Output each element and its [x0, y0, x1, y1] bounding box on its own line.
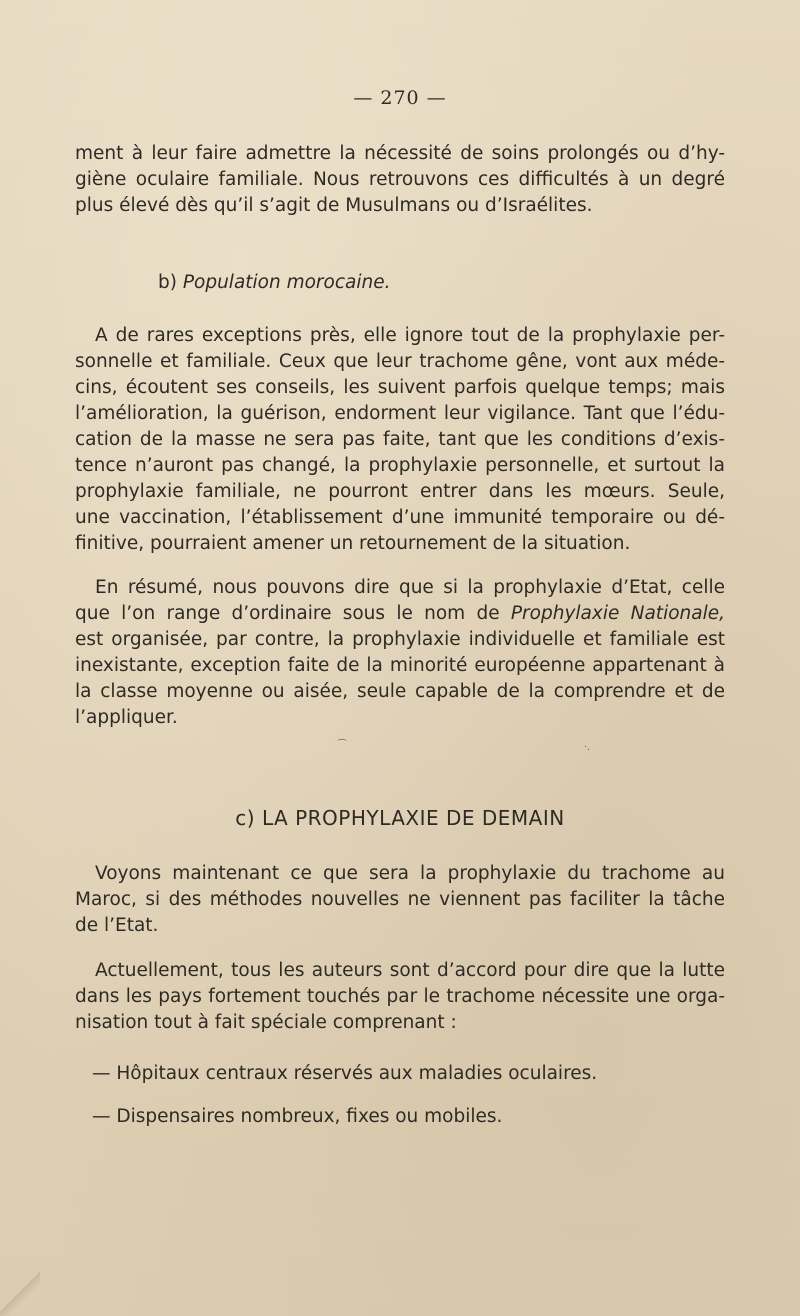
ink-speck: ⁀	[338, 740, 347, 751]
section-heading-b	[158, 272, 391, 293]
text-line: Actuellement, tous les auteurs sont d’accord pour dire que la lutte	[95, 960, 725, 981]
ink-speck: ·.	[584, 742, 591, 753]
page-number: — 270 —	[353, 87, 447, 109]
section-title: LA PROPHYLAXIE DE DEMAIN	[261, 806, 565, 830]
text-line: finitive, pourraient amener un retournement de la situation.	[75, 533, 631, 554]
text-line: l’amélioration, la guérison, endorment leur vigilance. Tant que l’édu-	[75, 403, 725, 424]
section-prefix: b)	[158, 272, 177, 293]
text-line: En résumé, nous pouvons dire que si la prophylaxie d’Etat, celle	[95, 577, 725, 598]
text-line: sonnelle et familiale. Ceux que leur trachome gêne, vont aux méde-	[75, 351, 725, 372]
text-line-mixed	[75, 601, 725, 627]
list-item: — Dispensaires nombreux, fixes ou mobiles.	[92, 1106, 503, 1127]
text-line: cins, écoutent ses conseils, les suivent parfois quelque temps; mais	[75, 377, 725, 398]
text-line: inexistante, exception faite de la minorité européenne appartenant à	[75, 655, 725, 676]
text-line: prophylaxie familiale, ne pourront entrer dans les mœurs. Seule,	[75, 481, 725, 502]
text-line: Voyons maintenant ce que sera la prophylaxie du trachome au	[95, 863, 725, 884]
paragraph-summary	[75, 575, 725, 731]
text-line: ment à leur faire admettre la nécessité de soins prolongés ou d’hy-	[75, 143, 725, 164]
text-line: nisation tout à fait spéciale comprenant :	[75, 1012, 457, 1033]
list-item: — Hôpitaux centraux réservés aux maladies oculaires.	[92, 1063, 598, 1084]
paragraph-population	[75, 323, 725, 557]
paper-fold-shadow	[0, 1256, 40, 1316]
paragraph-current	[75, 958, 725, 1036]
text-line: est organisée, par contre, la prophylaxie individuelle et familiale est	[75, 629, 725, 650]
section-heading-c	[0, 806, 800, 830]
text-line: la classe moyenne ou aisée, seule capable de la comprendre et de	[75, 681, 725, 702]
text-line: dans les pays fortement touchés par le trachome nécessite une orga-	[75, 986, 725, 1007]
text-line: de l’Etat.	[75, 915, 159, 936]
paragraph-continuation	[75, 141, 725, 219]
text-line: plus élevé dès qu’il s’agit de Musulmans ou d’Israélites.	[75, 195, 593, 216]
paragraph-outlook	[75, 861, 725, 939]
text-line: Maroc, si des méthodes nouvelles ne viennent pas faciliter la tâche	[75, 889, 725, 910]
italic-term: Prophylaxie Nationale,	[510, 603, 725, 624]
section-title: Population morocaine.	[182, 272, 391, 293]
text-line: tence n’auront pas changé, la prophylaxie personnelle, et surtout la	[75, 455, 725, 476]
text-line: cation de la masse ne sera pas faite, tant que les conditions d’exis-	[75, 429, 725, 450]
text-line: l’appliquer.	[75, 707, 178, 728]
text-line: une vaccination, l’établissement d’une immunité temporaire ou dé-	[75, 507, 725, 528]
text-span: que l’on range d’ordinaire sous le nom de	[75, 603, 511, 624]
section-prefix: c)	[235, 806, 256, 830]
text-line: giène oculaire familiale. Nous retrouvons ces difficultés à un degré	[75, 169, 725, 190]
text-line: A de rares exceptions près, elle ignore tout de la prophylaxie per-	[95, 325, 725, 346]
